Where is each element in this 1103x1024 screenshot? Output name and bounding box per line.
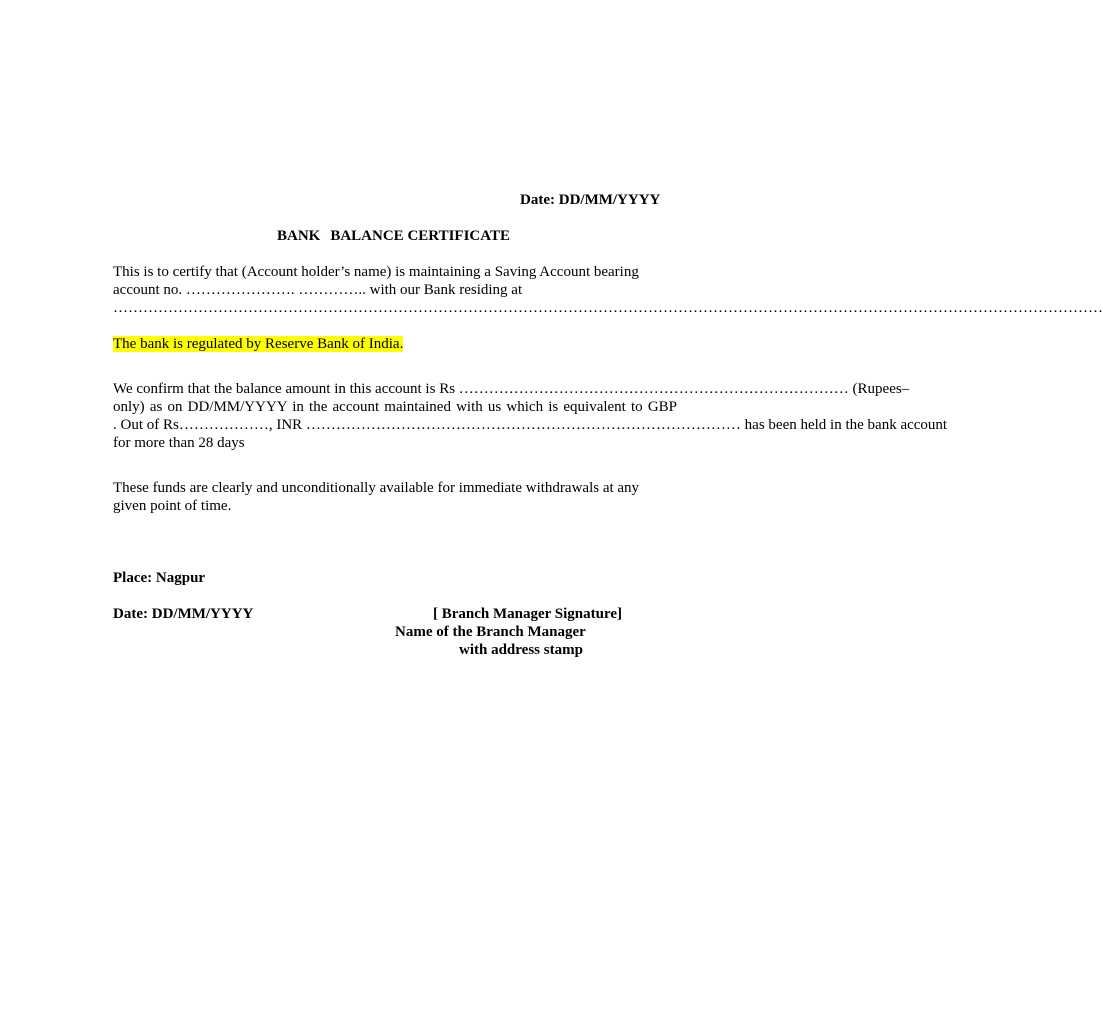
signature-label: [ Branch Manager Signature] [433,606,623,622]
intro-line: This is to certify that (Account holder’s name) is maintaining a Saving Account bearing [113,264,639,280]
place-label: Place: Nagpur [113,570,206,586]
balance-line: . Out of Rs………………, INR …………………………………………………………………………… has been held in the bank account [113,417,948,433]
signing-date: Date: DD/MM/YYYY [113,606,254,622]
manager-name-label: Name of the Branch Manager [395,624,586,640]
funds-line: These funds are clearly and unconditionally available for immediate withdrawals at any [113,480,640,496]
balance-line: only) as on DD/MM/YYYY in the account maintained with us which is equivalent to GBP [113,399,677,415]
funds-line: given point of time. [113,498,232,514]
certificate-title-left: BANK [277,228,321,244]
intro-line: ……………………………………………………………………………………………………………………………………………………………………………… [113,300,1103,316]
intro-line: account no. …………………. ………….. with our Bank residing at [113,282,523,298]
funds-paragraph [113,479,677,515]
certificate-title-right: BALANCE CERTIFICATE [330,228,510,244]
certificate-title [277,227,510,245]
intro-paragraph [113,263,1103,317]
regulator-note: The bank is regulated by Reserve Bank of India. [113,336,404,352]
balance-line: We confirm that the balance amount in this account is Rs …………………………………………………………………… (Rupees– [113,381,910,397]
balance-paragraph [113,380,948,452]
address-stamp-label: with address stamp [459,642,583,658]
balance-line: for more than 28 days [113,435,245,451]
certificate-date: Date: DD/MM/YYYY [520,192,661,208]
regulator-note-line [113,335,403,353]
